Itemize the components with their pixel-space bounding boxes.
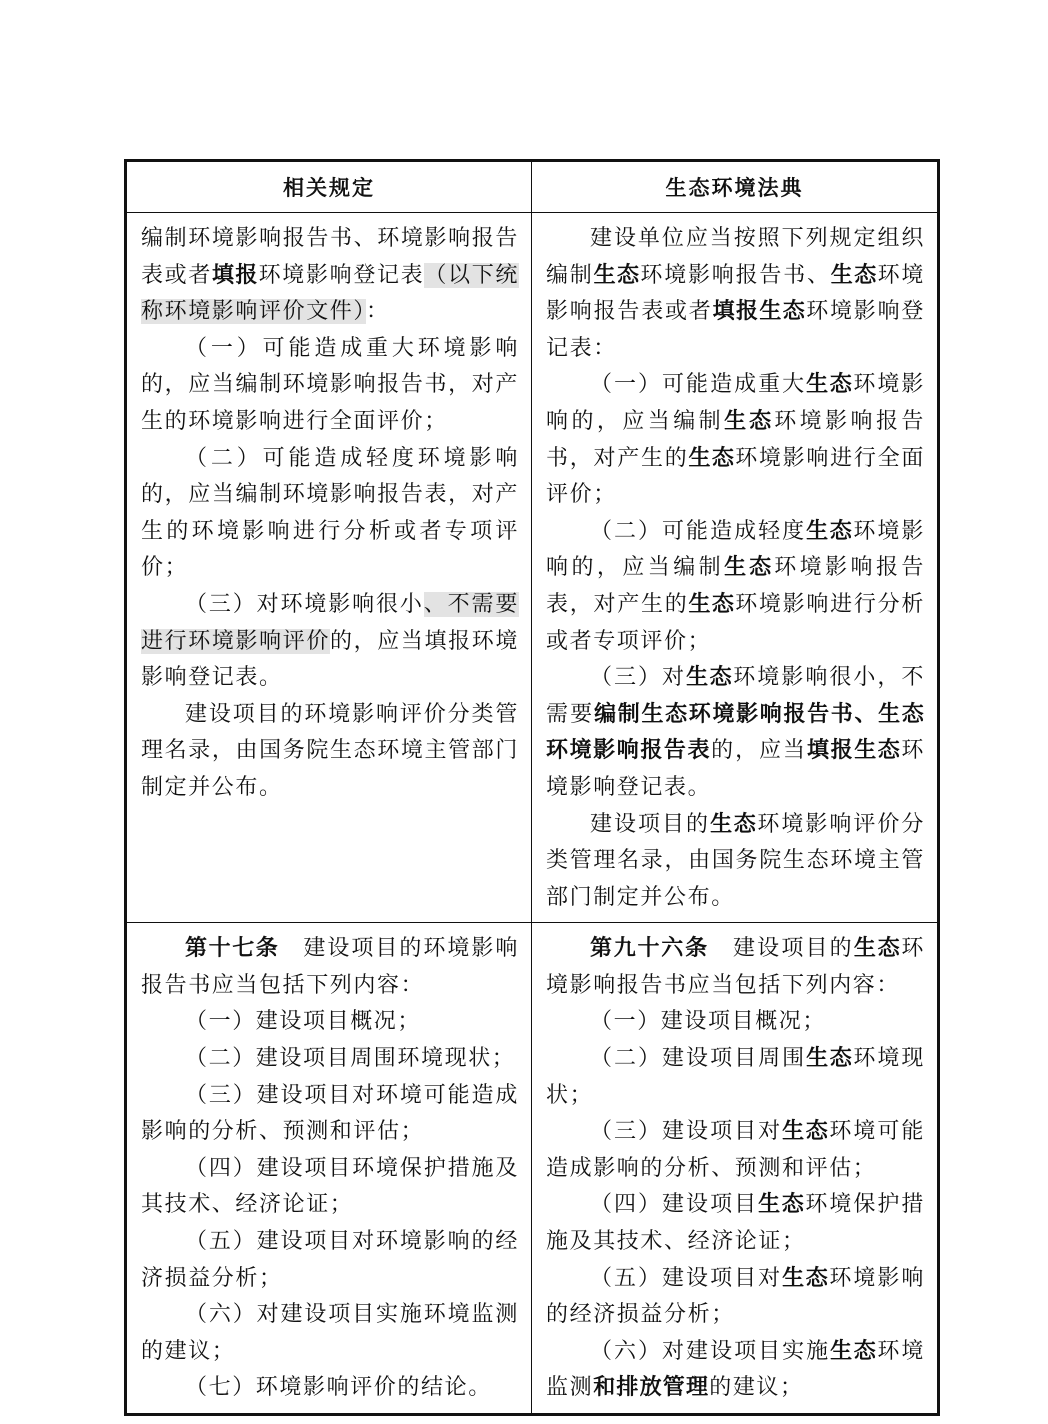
header-row [126, 161, 939, 213]
paragraph [141, 587, 519, 697]
text: 环境监测 [546, 1338, 925, 1401]
text: （三）对 [590, 665, 687, 691]
text: （一）可能造成重大 [590, 372, 807, 398]
bold-text: 生态 [686, 665, 734, 691]
cell-right-bottom [532, 923, 939, 1415]
bold-text: 编制生态环境影响报告书、生态环境影响报告表 [546, 701, 925, 764]
text: （六）对建设项目实施 [590, 1338, 831, 1364]
text: 编制环境影响报告书、环境影响报告表或者 [141, 226, 519, 288]
bold-text: 生态 [853, 936, 902, 962]
text: 环境影响登记表。 [546, 738, 925, 800]
text: （三）对环境影响很小 [185, 591, 424, 617]
paragraph: （五）建设项目对环境影响的经济损益分析； [141, 1229, 519, 1291]
bold-text: 填报生态 [807, 738, 902, 764]
text: 环境影响报告表或者 [546, 262, 925, 325]
cell-left-bottom [126, 923, 532, 1415]
text: 环境影响进行分析或者专项评价； [546, 591, 926, 654]
paragraph [546, 931, 925, 1004]
paragraph [546, 1334, 925, 1407]
bold-text: 生态 [593, 262, 641, 288]
bold-text: 生态 [782, 1265, 830, 1291]
paragraph [141, 931, 519, 1004]
text: （三）建设项目对 [590, 1119, 783, 1145]
table-row [126, 923, 939, 1415]
text: 环境影响很小，不需要 [546, 665, 925, 727]
paragraph: （二）可能造成轻度环境影响的，应当编制环境影响报告表，对产生的环境影响进行分析或者专项评价； [141, 445, 519, 581]
bold-text: 生态 [688, 445, 736, 471]
paragraph: （二）建设项目周围环境现状； [185, 1046, 516, 1072]
bold-text: 生态 [688, 591, 736, 617]
text: 环境影响报告书，对产生的 [546, 408, 925, 471]
text: 建设项目的环境影响报告书应当包括下列内容： [141, 936, 519, 998]
paragraph [546, 514, 925, 660]
paragraph [546, 1261, 925, 1334]
paragraph: （一）可能造成重大环境影响的，应当编制环境影响报告书，对产生的环境影响进行全面评价； [141, 335, 519, 434]
bold-text: 生态 [758, 1192, 806, 1218]
paragraph: （一）建设项目概况； [185, 1009, 422, 1035]
paragraph [546, 660, 925, 806]
bold-text: 生态 [806, 372, 854, 398]
bold-text: 生态 [806, 518, 854, 544]
text: 的建议； [709, 1375, 804, 1401]
header-eco-environment-code: 生态环境法典 [532, 161, 939, 213]
header-related-provisions: 相关规定 [126, 161, 532, 213]
text: （四）建设项目 [590, 1192, 759, 1218]
paragraph: （六）对建设项目实施环境监测的建议； [141, 1302, 519, 1364]
bold-text: 生态 [830, 262, 878, 288]
text: 环境影响评价分类管理名录，由国务院生态环境主管部门制定并公布。 [546, 811, 925, 910]
comparison-table [124, 159, 940, 1416]
paragraph: （七）环境影响评价的结论。 [185, 1375, 492, 1401]
cell-right-top [532, 213, 939, 923]
text: 的，应当填报环境影响登记表。 [141, 628, 519, 691]
text: 环境影响的经济损益分析； [546, 1265, 925, 1328]
table-row [126, 213, 939, 923]
cell-left-top [126, 213, 532, 923]
text: 环境影响的，应当编制 [546, 372, 925, 434]
text: 建设单位应当按照下列规定组织编制 [546, 226, 925, 288]
paragraph [546, 221, 925, 367]
paragraph [141, 221, 519, 331]
paragraph [546, 1041, 925, 1114]
bold-text: 生态 [830, 1338, 878, 1364]
text: 环境影响登记表 [258, 262, 425, 288]
paragraph [546, 1114, 925, 1187]
text: 环境影响的，应当编制 [546, 518, 925, 581]
bold-text: 填报 [212, 262, 259, 288]
text: （二）可能造成轻度 [590, 518, 807, 544]
text: 环境影响报告表，对产生的 [546, 555, 925, 617]
text: 环境现状； [546, 1046, 925, 1108]
text: ： [366, 299, 390, 325]
bold-text: 生态 [710, 811, 758, 837]
article-number: 第十七条 [185, 936, 280, 962]
text: （二）建设项目周围 [590, 1046, 807, 1072]
text: 环境影响报告书、 [640, 262, 831, 288]
bold-text: 生态 [724, 555, 775, 581]
paragraph [546, 807, 925, 917]
text: 的，应当 [711, 738, 808, 764]
text: （五）建设项目对 [590, 1265, 783, 1291]
highlighted-text: 、不需要进行环境影响评价 [141, 591, 519, 654]
bold-text: 填报生态 [712, 299, 807, 325]
text: 建设项目的 [590, 811, 711, 837]
text: 环境影响登记表： [546, 299, 925, 361]
paragraph [546, 367, 925, 513]
text: 环境保护措施及其技术、经济论证； [546, 1192, 925, 1255]
text: 建设项目的 [708, 936, 854, 962]
paragraph: （一）建设项目概况； [590, 1009, 827, 1035]
text: 环境影响进行全面评价； [546, 445, 926, 508]
article-number: 第九十六条 [590, 936, 709, 962]
paragraph: （四）建设项目环境保护措施及其技术、经济论证； [141, 1155, 519, 1218]
paragraph [546, 1187, 925, 1260]
text: 环境可能造成影响的分析、预测和评估； [546, 1119, 925, 1181]
text: 环境影响报告书应当包括下列内容： [546, 936, 925, 998]
paragraph: 建设项目的环境影响评价分类管理名录，由国务院生态环境主管部门制定并公布。 [141, 701, 519, 800]
highlighted-text: （以下统称环境影响评价文件） [141, 262, 519, 325]
bold-text: 生态 [724, 408, 775, 434]
paragraph: （三）建设项目对环境可能造成影响的分析、预测和评估； [141, 1082, 519, 1145]
bold-text: 和排放管理 [593, 1375, 710, 1401]
bold-text: 生态 [806, 1046, 854, 1072]
bold-text: 生态 [782, 1119, 830, 1145]
